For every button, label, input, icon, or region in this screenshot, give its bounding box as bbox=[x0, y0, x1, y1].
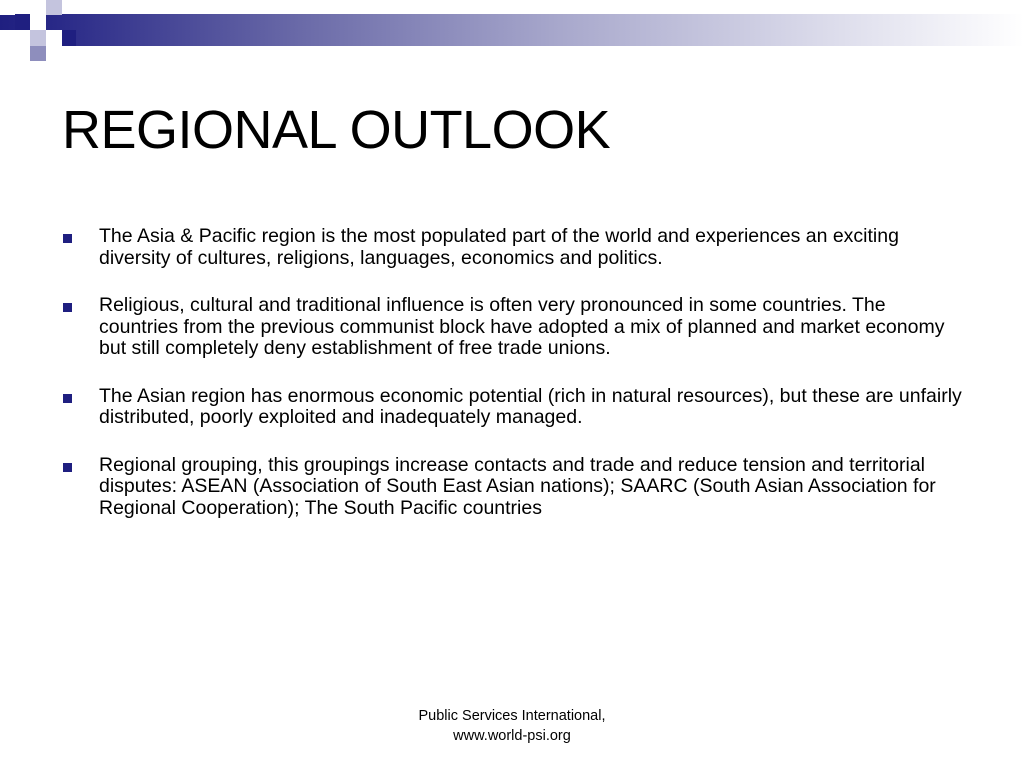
bullet-text: Religious, cultural and traditional influence is often very pronounced in some countries. The countries from the previous communist block have adopted a mix of planned and market economy but still completely deny establishment of free trade unions. bbox=[99, 294, 945, 359]
decor-square bbox=[30, 30, 46, 46]
footer bbox=[360, 706, 664, 746]
header-gradient-band bbox=[0, 14, 1024, 46]
decor-square bbox=[15, 14, 30, 30]
square-bullet-icon bbox=[63, 234, 72, 243]
bullet-item bbox=[62, 386, 962, 429]
square-bullet-icon bbox=[63, 463, 72, 472]
decor-square bbox=[30, 14, 46, 30]
footer-website: www.world-psi.org bbox=[453, 728, 571, 744]
square-bullet-icon bbox=[63, 303, 72, 312]
slide-title: REGIONAL OUTLOOK bbox=[62, 100, 611, 160]
bullet-text: The Asia & Pacific region is the most populated part of the world and experiences an exciting diversity of cultures, religions, languages, economics and politics. bbox=[99, 225, 899, 269]
decor-square bbox=[46, 0, 62, 15]
bullet-list bbox=[62, 226, 962, 545]
decor-square bbox=[0, 0, 15, 15]
decor-square bbox=[46, 30, 62, 46]
decor-square bbox=[62, 30, 76, 46]
bullet-text: The Asian region has enormous economic potential (rich in natural resources), but these are unfairly distributed, poorly exploited and inadequately managed. bbox=[99, 384, 962, 428]
bullet-item bbox=[62, 295, 962, 360]
decor-square bbox=[15, 30, 30, 46]
footer-organization: Public Services International, bbox=[418, 708, 606, 724]
square-bullet-icon bbox=[63, 394, 72, 403]
decor-square bbox=[30, 46, 46, 61]
bullet-item bbox=[62, 226, 962, 269]
bullet-text: Regional grouping, this groupings increase contacts and trade and reduce tension and territorial disputes: ASEAN (Association of South East Asian nations); SAARC (South Asian Association for Regional Cooperation); The South Pacific countries bbox=[99, 453, 936, 519]
bullet-item bbox=[62, 455, 962, 520]
decor-square bbox=[0, 30, 15, 46]
